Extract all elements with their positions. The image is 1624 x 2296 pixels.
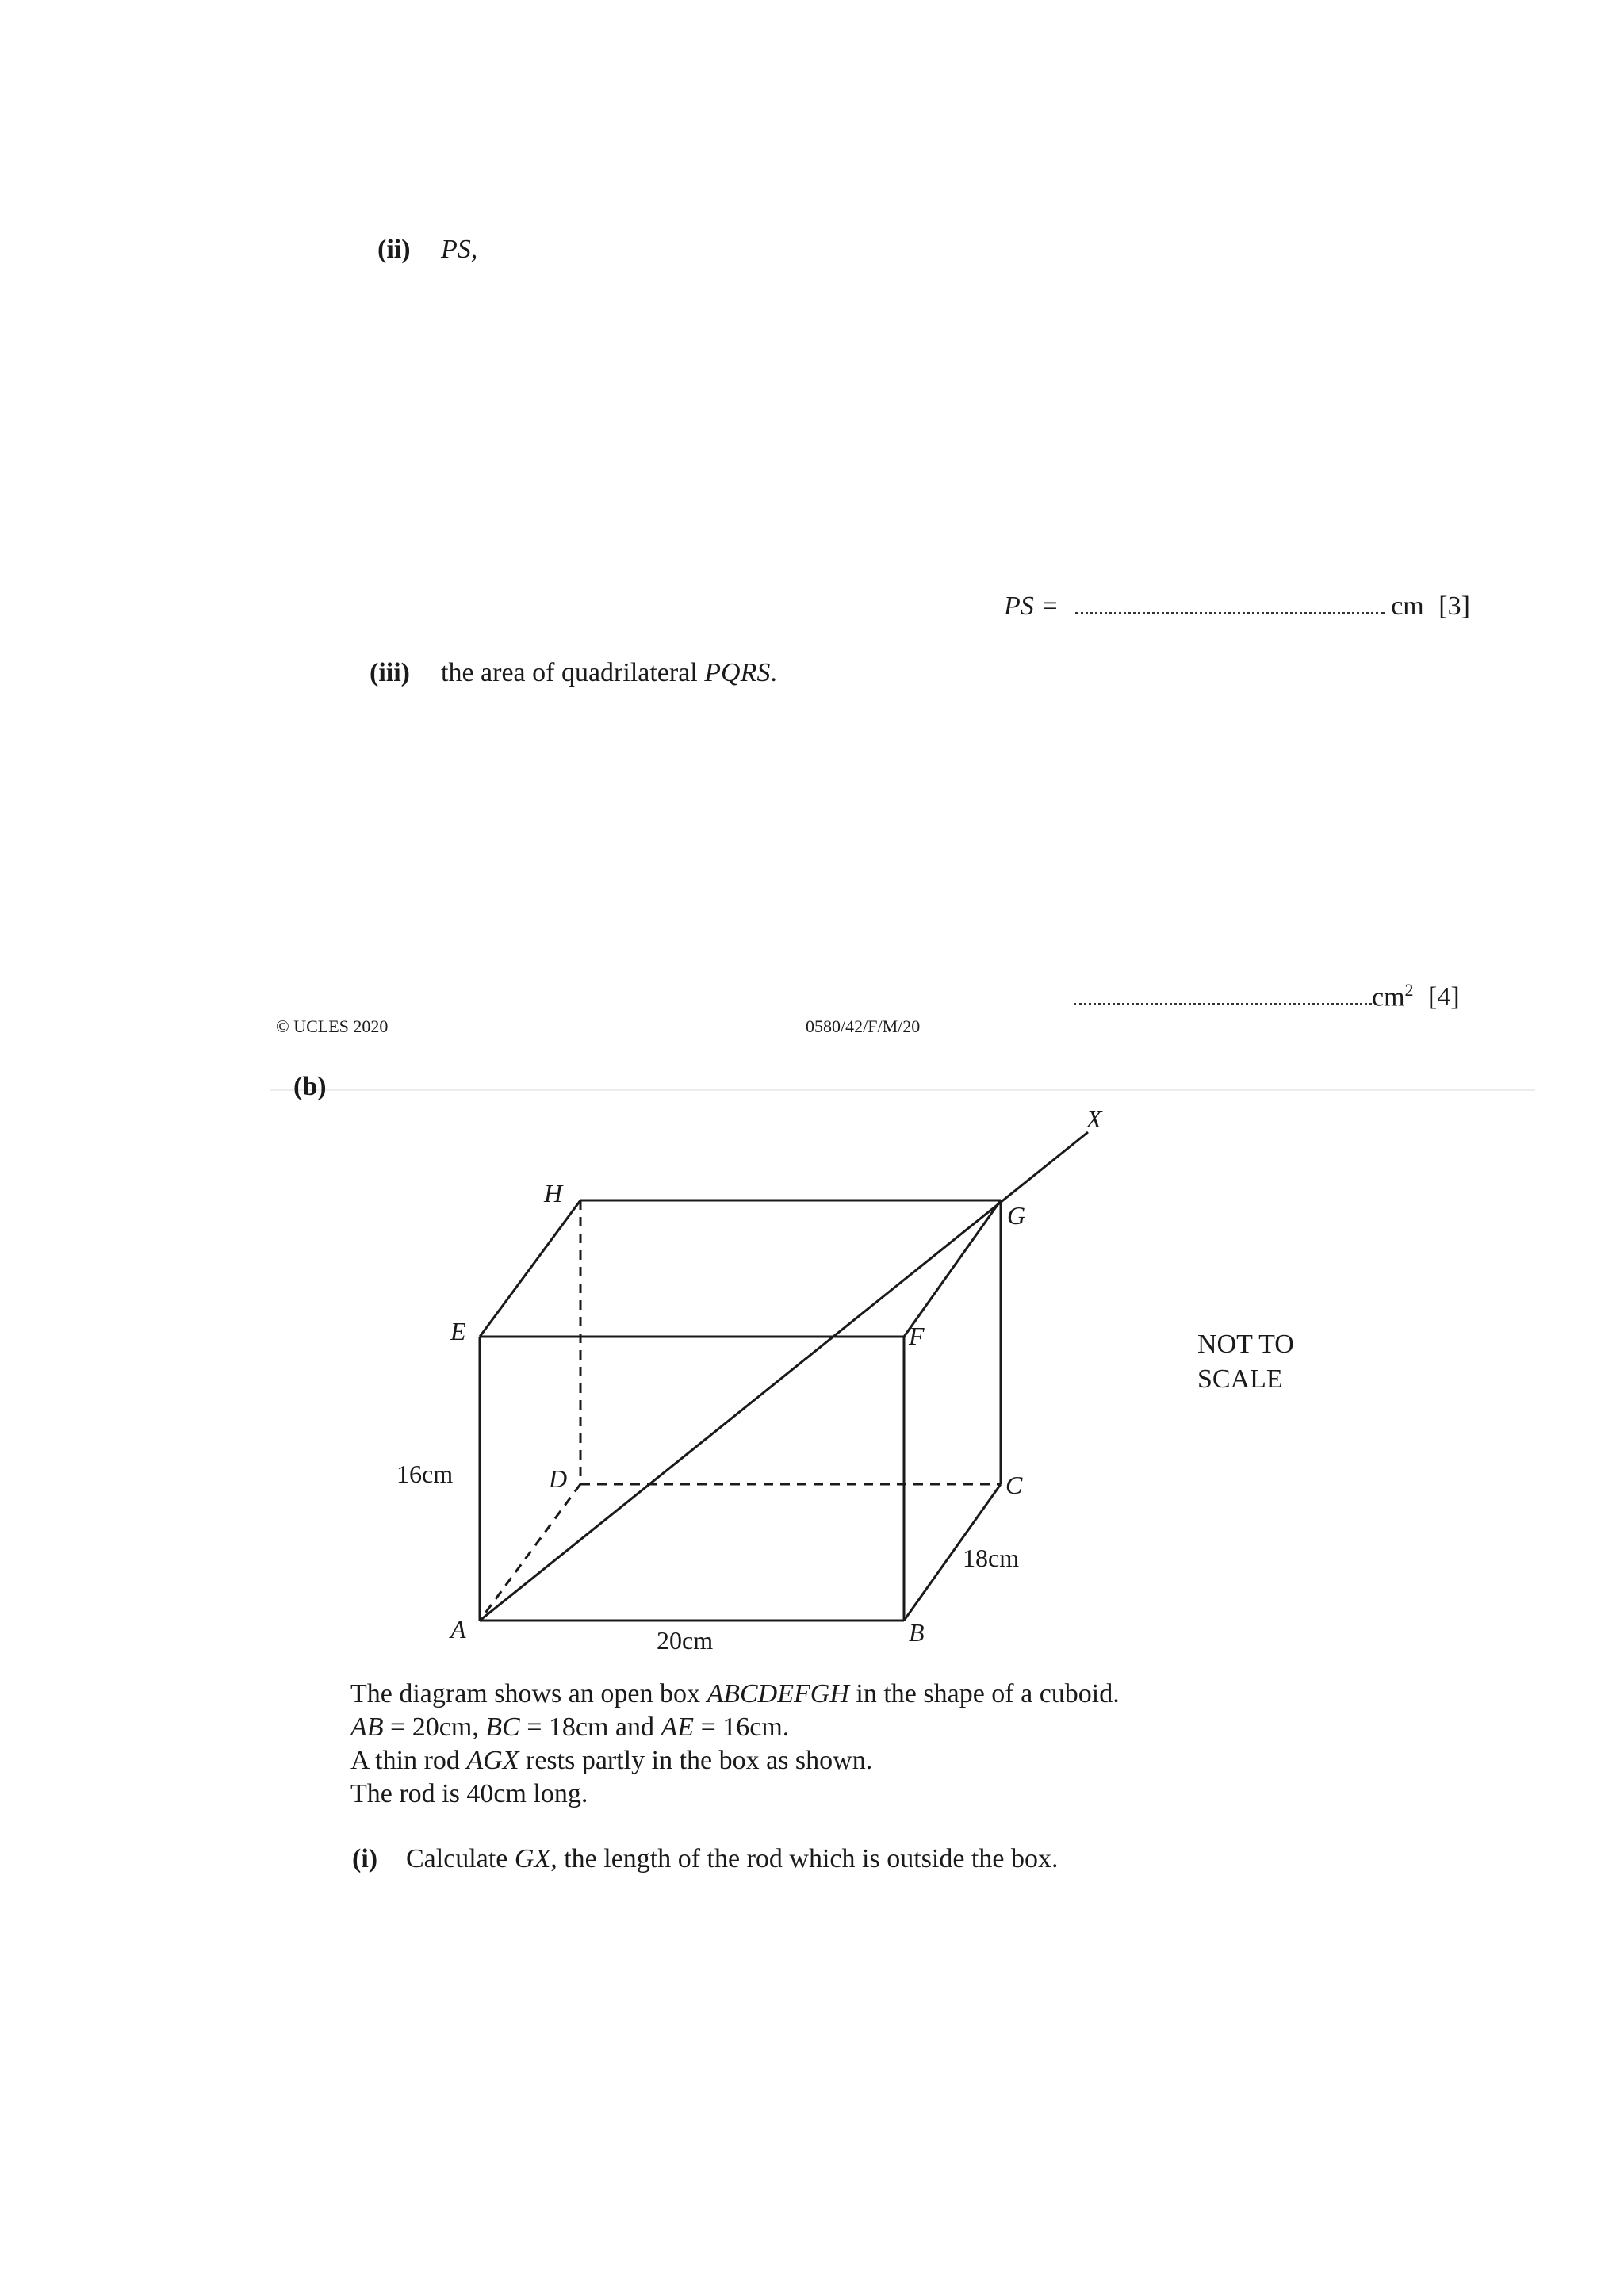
stem-line-3 [350, 1744, 1120, 1777]
stem-line-2 [350, 1711, 1120, 1744]
footer-copyright: © UCLES 2020 [276, 1016, 389, 1036]
vertex-label-g: G [1007, 1201, 1026, 1230]
question-number-b-i: (i) [352, 1844, 378, 1873]
question-text-iii-prefix: the area of quadrilateral [441, 658, 705, 687]
stem-text-1: = 20cm, [383, 1712, 486, 1742]
marks-ii: [3] [1438, 591, 1470, 621]
stem-line-3-suffix: rests partly in the box as shown. [519, 1746, 873, 1775]
not-to-scale-line2: SCALE [1197, 1364, 1283, 1394]
question-number-b: (b) [293, 1072, 327, 1101]
vertex-label-x: X [1086, 1104, 1102, 1133]
answer-label-ps: PS = [1004, 591, 1059, 621]
answer-unit-area: cm [1372, 982, 1405, 1012]
vertex-label-h: H [544, 1179, 563, 1207]
dimension-height: 16cm [396, 1460, 454, 1488]
vertex-label-f: F [909, 1322, 925, 1350]
not-to-scale-line1: NOT TO [1197, 1330, 1294, 1359]
marks-iii: [4] [1428, 982, 1460, 1012]
question-text-ii: PS, [441, 235, 478, 264]
stem-line-4: The rod is 40cm long. [350, 1779, 588, 1808]
stem-var-bc: BC [485, 1712, 520, 1742]
edge-eh [480, 1200, 580, 1337]
question-number-iii: (iii) [370, 658, 410, 687]
stem-var-ae: AE [661, 1712, 695, 1742]
stem-text [350, 1678, 1120, 1811]
question-text-b-i [406, 1844, 1058, 1874]
stem-line-1-var: ABCDEFGH [707, 1679, 849, 1709]
vertex-label-e: E [450, 1317, 466, 1345]
vertex-label-d: D [549, 1464, 568, 1493]
question-number-ii: (ii) [377, 235, 411, 264]
question-text-b-i-prefix: Calculate [406, 1844, 515, 1873]
question-text-b-i-var: GX [514, 1844, 551, 1873]
question-text-iii-suffix: . [770, 658, 777, 687]
footer-paper-code: 0580/42/F/M/20 [806, 1016, 921, 1036]
stem-line-1-prefix: The diagram shows an open box [350, 1679, 707, 1709]
stem-line-1 [350, 1678, 1120, 1711]
stem-line-1-suffix: in the shape of a cuboid. [848, 1679, 1120, 1709]
vertex-label-c: C [1005, 1471, 1023, 1499]
question-text-iii-var: PQRS [704, 658, 771, 687]
dimension-depth: 18cm [963, 1544, 1020, 1572]
dimension-width: 20cm [657, 1626, 714, 1655]
stem-line-3-var: AGX [466, 1746, 519, 1775]
answer-unit-ps: cm [1391, 591, 1424, 621]
stem-text-2: = 18cm and [519, 1712, 661, 1742]
answer-unit-power: 2 [1404, 980, 1414, 1000]
question-text-b-i-suffix: , the length of the rod which is outside the box. [550, 1844, 1059, 1873]
vertex-label-b: B [909, 1618, 925, 1647]
stem-line-3-prefix: A thin rod [350, 1746, 467, 1775]
stem-var-ab: AB [350, 1712, 384, 1742]
stem-text-3: = 16cm. [694, 1712, 790, 1742]
vertex-label-a: A [450, 1615, 466, 1644]
